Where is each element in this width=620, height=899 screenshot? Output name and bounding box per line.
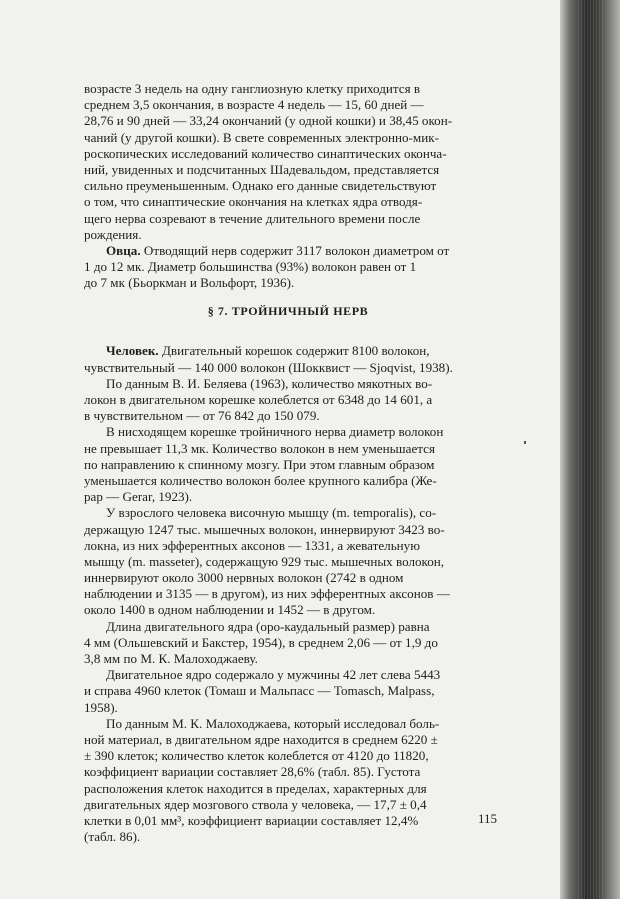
text-line: клетки в 0,01 мм³, коэффициент вариации составляет 12,4% [84, 812, 419, 828]
text-line: не превышает 11,3 мк. Количество волокон в нем уменьшается [84, 440, 435, 456]
text-line: двигательных ядер мозгового ствола у человека, — 17,7 ± 0,4 [84, 796, 427, 812]
text-line: наблюдении и 3135 — в другом), из них эфферентных аксонов — [84, 586, 450, 602]
paragraph-length [84, 619, 492, 668]
text-line: локон в двигательном корешке колеблется от 6348 до 14 601, а [84, 392, 433, 407]
text-line: в чувствительном — от 76 842 до 150 079. [84, 408, 320, 424]
text-line: сильно преуменьшенным. Однако его данные свидетельствуют [84, 178, 437, 194]
paragraph-belyaev [84, 376, 492, 425]
text-line: чаний (у другой кошки). В свете современных электронно-мик- [84, 129, 439, 145]
text-line: около 1400 в одном наблюдении и 1452 — в другом. [84, 602, 376, 618]
sheep-first: Отводящий нерв содержит 3117 волокон диаметром от [140, 242, 450, 258]
body-text [84, 81, 492, 845]
human-lead: Человек. [106, 343, 159, 359]
text-line: (табл. 86). [84, 829, 141, 845]
text-line: Двигательное ядро содержало у мужчины 42 лет слева 5443 [106, 667, 441, 683]
text-line: роскопических исследований количество синаптических оконча- [84, 145, 447, 161]
sheep-lead: Овца. [106, 242, 141, 258]
text-line: ний, увиденных и подсчитанных Шадевальдом, представляется [84, 161, 440, 177]
page-number: 115 [478, 811, 498, 826]
text-line: Длина двигательного ядра (оро-каудальный размер) равна [106, 618, 430, 634]
text-line: чувствительный — 140 000 волокон (Шокквист — Sjoqvist, 1938). [84, 359, 453, 375]
text-line: иннервируют около 3000 нервных волокон (2742 в одном [84, 570, 404, 586]
section-heading: § 7. ТРОЙНИЧНЫЙ НЕРВ [207, 304, 369, 319]
text-line: по направлению к спинному мозгу. При этом главным образом [84, 456, 435, 472]
text-line: ной материал, в двигательном ядре находится в среднем 6220 ± [84, 731, 438, 747]
text-line: и справа 4960 клеток (Томаш и Мальпасс — Tomasch, Malpass, [84, 683, 435, 699]
human-first: Двигательный корешок содержит 8100 волокон, [158, 343, 430, 359]
paragraph-human [84, 343, 492, 375]
text-line: рар — Gerar, 1923). [84, 489, 193, 505]
paragraph-intro [84, 81, 492, 243]
text-line: локна, из них эфферентных аксонов — 1331, а жевательную [84, 537, 420, 553]
paragraph-sheep [84, 243, 492, 292]
text-line [84, 243, 492, 259]
paragraph-descending [84, 424, 492, 505]
text-line: держащую 1247 тыс. мышечных волокон, иннервируют 3423 во- [84, 521, 445, 537]
text-line: о том, что синаптические окончания на клетках ядра отводя- [84, 194, 423, 210]
text-line: щего нерва созревают в течение длительного времени после [84, 210, 421, 226]
paragraph-nucleus [84, 667, 492, 716]
text-line: 3,8 мм по М. К. Малоходжаеву. [84, 651, 258, 666]
paragraph-temporalis [84, 505, 492, 618]
text-line: расположения клеток находится в пределах, характерных для [84, 780, 427, 796]
text-line: уменьшается количество волокон более крупного калибра (Же- [84, 472, 437, 488]
text-line: рождения. [84, 226, 142, 242]
text-line: 1 до 12 мк. Диаметр большинства (93%) волокон равен от 1 [84, 259, 417, 275]
paragraph-malokhodzhaev [84, 716, 492, 846]
text-line: коэффициент вариации составляет 28,6% (табл. 85). Густота [84, 764, 421, 780]
text-line: По данным М. К. Малоходжаева, который исследовал боль- [106, 715, 440, 731]
text-line: мышцу (m. masseter), содержащую 929 тыс. мышечных волокон, [84, 553, 445, 569]
text-line: 4 мм (Ольшевский и Бакстер, 1954), в среднем 2,06 — от 1,9 до [84, 634, 438, 650]
text-line [84, 343, 492, 359]
text-line: до 7 мк (Бьоркман и Вольфорт, 1936). [84, 275, 295, 291]
text-line: возрасте 3 недель на одну ганглиозную клетку приходится в [84, 81, 421, 96]
text-line: 28,76 и 90 дней — 33,24 окончаний (у одной кошки) и 38,45 окон- [84, 113, 453, 129]
text-line: ± 390 клеток; количество клеток колеблется от 4120 до 11820, [84, 748, 429, 764]
text-line: среднем 3,5 окончания, в возрасте 4 недель — 15, 60 дней — [84, 97, 424, 113]
text-line: 1958). [84, 699, 118, 715]
scan-speck [524, 441, 526, 444]
page-edges [578, 0, 604, 899]
text-line: У взрослого человека височную мышцу (m. temporalis), со- [106, 505, 437, 521]
text-line: По данным В. И. Беляева (1963), количество мякотных во- [106, 375, 433, 391]
text-line: В нисходящем корешке тройничного нерва диаметр волокон [106, 424, 444, 440]
